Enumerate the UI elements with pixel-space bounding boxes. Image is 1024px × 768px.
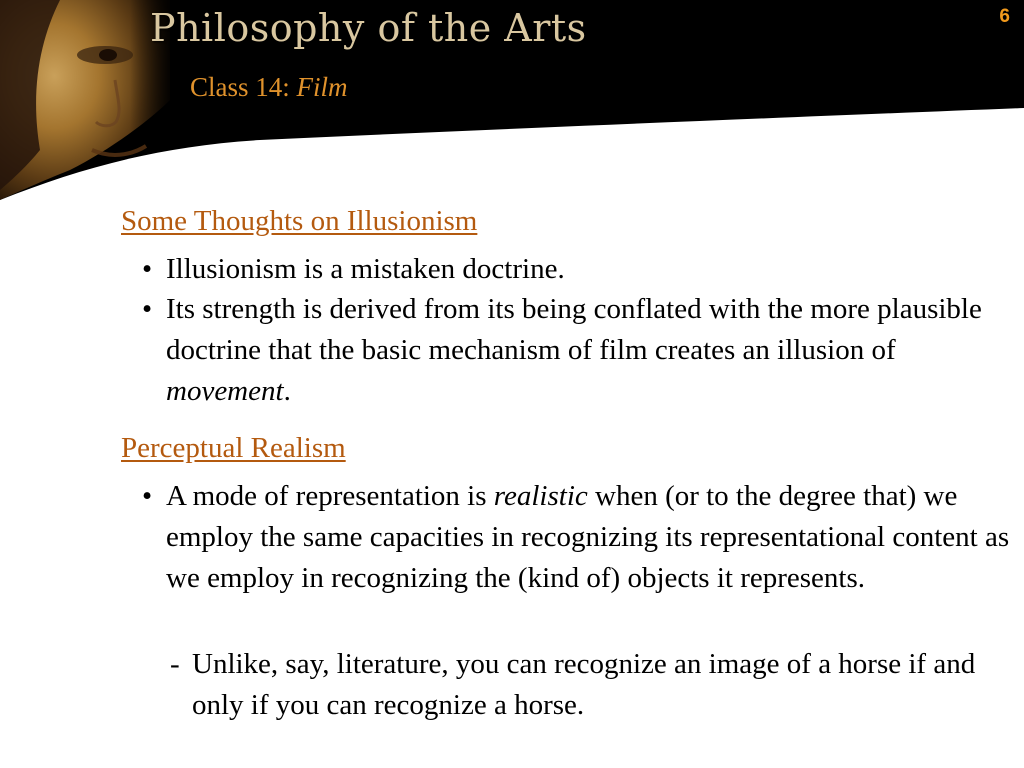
- sub-bullet-text: Unlike, say, literature, you can recognize an image of a horse if and only if you can recognize a horse.: [192, 648, 976, 721]
- bullet-item: [142, 289, 1012, 412]
- page-number: 6: [999, 6, 1010, 27]
- emphasis-text: realistic: [493, 480, 588, 512]
- sub-bullet-marker: -: [170, 648, 180, 680]
- bullet-item: [142, 249, 1012, 290]
- class-topic: Film: [296, 72, 348, 102]
- bullet-text: Illusionism is a mistaken doctrine.: [166, 253, 565, 285]
- bullet-item: [142, 476, 1012, 599]
- bullet-text: Its strength is derived from its being conflated with the more plausible doctrine that the basic mechanism of film creates an illusion of: [166, 293, 982, 366]
- bullet-text-end: .: [283, 375, 291, 407]
- bullet-text: A mode of representation is: [166, 480, 494, 512]
- deck-title: Philosophy of the Arts: [150, 6, 587, 50]
- bullet-marker: •: [142, 253, 153, 285]
- class-label: Class 14:: [190, 72, 290, 102]
- section-heading-perceptual-realism[interactable]: Perceptual Realism: [121, 432, 346, 464]
- section-heading-illusionism[interactable]: Some Thoughts on Illusionism: [121, 205, 478, 237]
- bullet-marker: •: [142, 480, 153, 512]
- sub-bullet-item: [170, 644, 990, 726]
- bullet-marker: •: [142, 293, 153, 325]
- emphasis-text: movement: [166, 375, 284, 407]
- class-subtitle: [190, 72, 348, 103]
- portrait-image: [0, 0, 175, 200]
- bullet-text-end: when (or to the degree that) we employ the same capacities in recognizing its representational content as we employ in recognizing the (kind of) objects it represents.: [166, 480, 1010, 594]
